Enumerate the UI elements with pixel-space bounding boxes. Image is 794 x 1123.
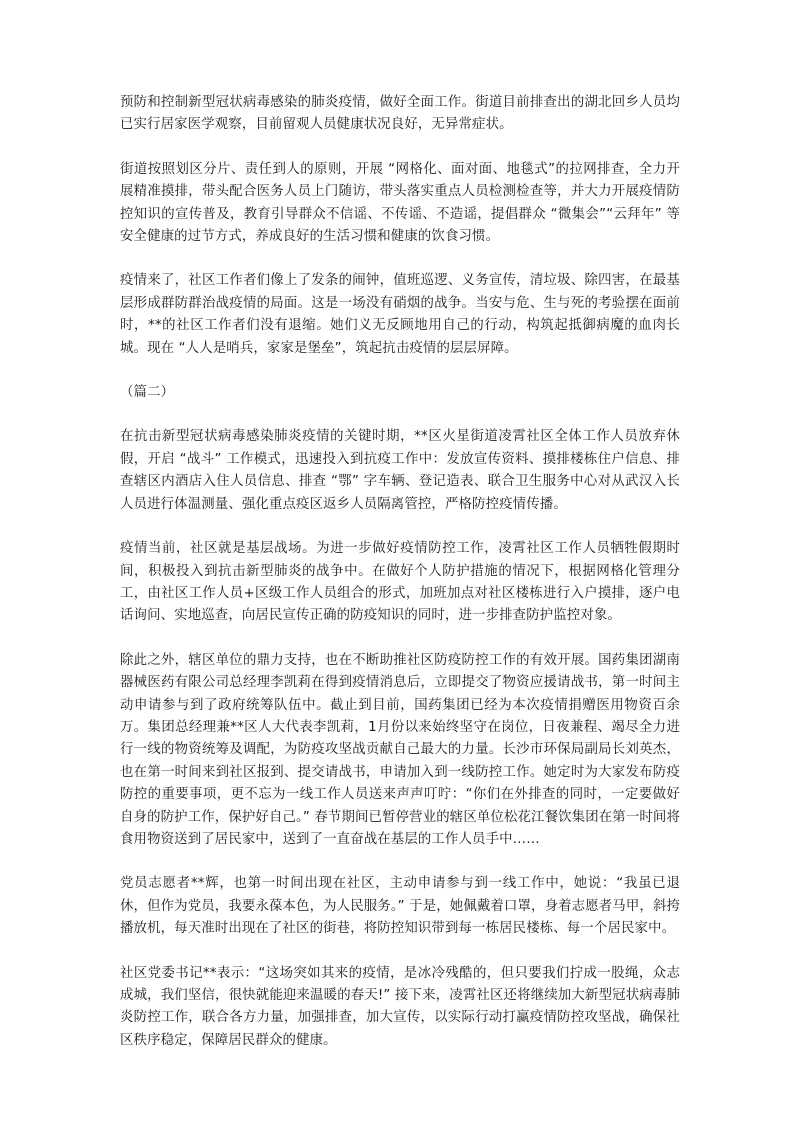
- paragraph: 街道按照划区分片、责任到人的原则，开展 “网格化、面对面、地毯式”的拉网排查，全力开展精准摸排，带头配合医务人员上门随访，带头落实重点人员检测检查等，并大力开展疫情防控知识的宣传普及，教育引导群众不信谣、不传谣、不造谣，提倡群众 “微集会”“云拜年” 等安全健康的过节方式，养成良好的生活习惯和健康的饮食习惯。: [120, 161, 680, 245]
- paragraph: 疫情当前，社区就是基层战场。为进一步做好疫情防控工作，凌霄社区工作人员牺牲假期时间，积极投入到抗击新型肺炎的战争中。在做好个人防护措施的情况下，根据网格化管理分工，由社区工作人员+区级工作人员组合的形式，加班加点对社区楼栋进行入户摸排，逐户电话询问、实地巡查，向居民宣传正确的防疫知识的同时，进一步排查防护监控对象。: [120, 541, 680, 624]
- paragraph: 除此之外，辖区单位的鼎力支持，也在不断助推社区防疫防控工作的有效开展。国药集团湖南器械医药有限公司总经理李凯莉在得到疫情消息后，立即提交了物资应援请战书，第一时间主动申请参与到了政府统筹队伍中。截止到目前，国药集团已经为本次疫情捐赠医用物资百余万。集团总经理兼**区人大代表李凯莉，1月份以来始终坚守在岗位，日夜兼程、竭尽全力进行一线的物资统筹及调配，为防疫攻坚战贡献自己最大的力量。长沙市环保局副局长刘英杰，也在第一时间来到社区报到、提交请战书，申请加入到一线防控工作。她定时为大家发布防疫防控的重要事项，更不忘为一线工作人员送来声声叮咛：“你们在外排查的同时，一定要做好自身的防护工作，保护好自己。” 春节期间已暂停营业的辖区单位松花江餐饮集团在第一时间将食用物资送到了居民家中，送到了一直奋战在基层的工作人员手中……: [120, 652, 680, 847]
- paragraph: 社区党委书记**表示：“这场突如其来的疫情，是冰冷残酷的，但只要我们拧成一股绳，众志成城，我们坚信，很快就能迎来温暖的春天!” 接下来，凌霄社区还将继续加大新型冠状病毒肺炎防控工作，联合各方力量，加强排查，加大宣传，以实际行动打赢疫情防控攻坚战，确保社区秩序稳定，保障居民群众的健康。: [120, 965, 680, 1048]
- paragraph: 党员志愿者**辉，也第一时间出现在社区，主动申请参与到一线工作中，她说：“我虽已退休，但作为党员，我要永葆本色，为人民服务。” 于是，她佩戴着口罩，身着志愿者马甲，斜挎播放机，每天准时出现在了社区的街巷，将防控知识带到每一栋居民楼栋、每一个居民家中。: [120, 876, 680, 937]
- paragraph: 预防和控制新型冠状病毒感染的肺炎疫情，做好全面工作。街道目前排查出的湖北回乡人员均已实行居家医学观察，目前留观人员健康状况良好，无异常症状。: [120, 95, 680, 133]
- section-heading: （篇二）: [120, 385, 175, 401]
- document-page: [120, 92, 680, 1074]
- paragraph: 在抗击新型冠状病毒感染肺炎疫情的关键时期，**区火星街道凌霄社区全体工作人员放弃休假，开启 “战斗” 工作模式，迅速投入到抗疫工作中：发放宣传资料、摸排楼栋住户信息、排查辖区内酒店入住人员信息、排查 “鄂” 字车辆、登记造表、联合卫生服务中心对从武汉入长人员进行体温测量、强化重点疫区返乡人员隔离管控，严格防控疫情传播。: [120, 429, 680, 512]
- paragraph: 疫情来了，社区工作者们像上了发条的闹钟，值班巡逻、义务宣传，清垃圾、除四害，在最基层形成群防群治战疫情的局面。这是一场没有硝烟的战争。当安与危、生与死的考验摆在面前时，**的社区工作者们没有退缩。她们义无反顾地用自己的行动，构筑起抵御病魔的血肉长城。现在 “人人是哨兵，家家是堡垒”，筑起抗击疫情的层层屏障。: [120, 273, 680, 356]
